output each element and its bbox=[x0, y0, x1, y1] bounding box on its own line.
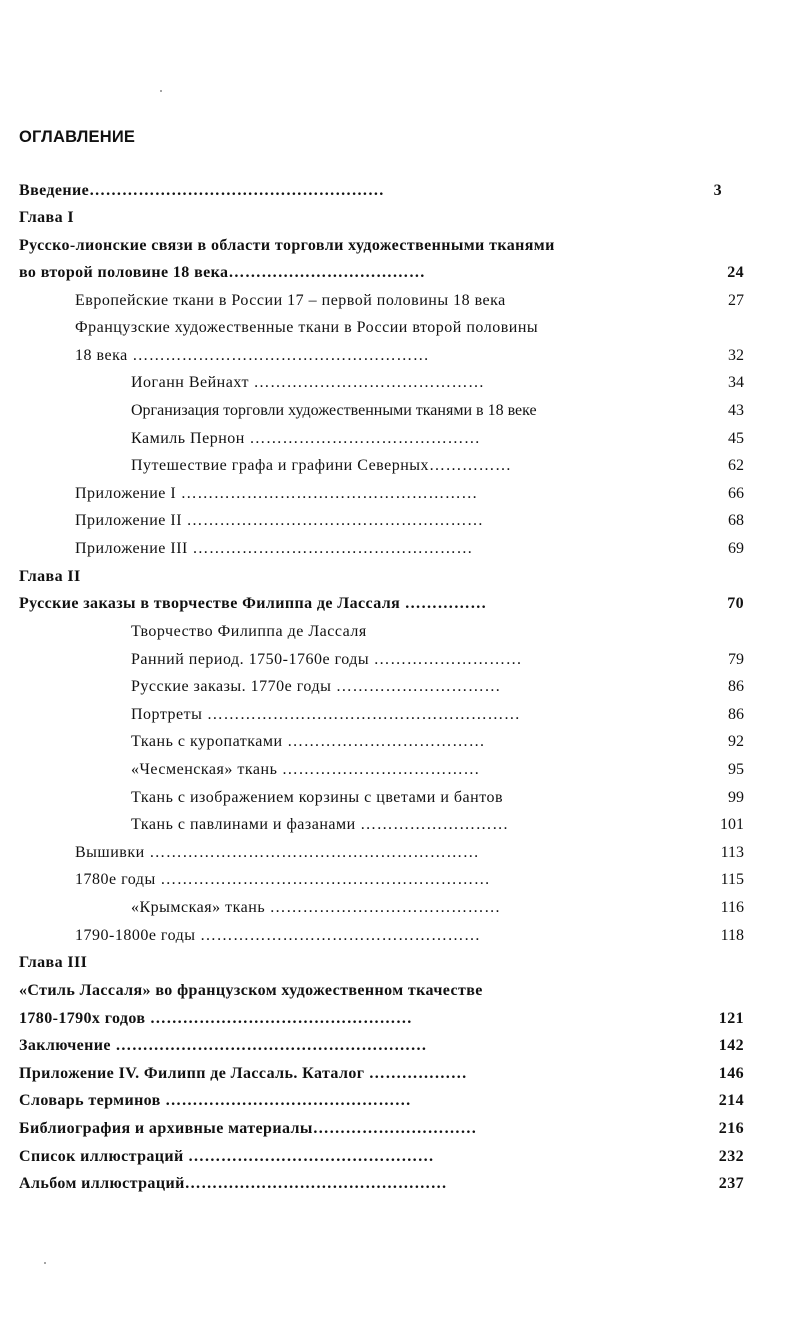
toc-entry[interactable] bbox=[0, 483, 794, 510]
toc-chapter-label bbox=[0, 952, 794, 979]
toc-entry-title: Организация торговли художественными тканями в 18 веке bbox=[131, 402, 537, 419]
toc-entry[interactable] bbox=[0, 649, 794, 676]
toc-entry-page: 27 bbox=[728, 292, 744, 309]
toc-entry-page: 116 bbox=[720, 899, 744, 916]
toc-entry-title: Словарь терминов ……………………………………… bbox=[19, 1092, 412, 1109]
toc-entry[interactable] bbox=[0, 1035, 794, 1062]
toc-entry-page: 66 bbox=[728, 485, 744, 502]
toc-entry-title: Глава II bbox=[19, 568, 81, 585]
toc-entry[interactable] bbox=[0, 731, 794, 758]
toc-entry[interactable] bbox=[0, 180, 794, 207]
toc-entry-title: Заключение ………………………………………………… bbox=[19, 1037, 427, 1054]
toc-entry-title: Иоганн Вейнахт …………………………………… bbox=[131, 374, 485, 391]
scan-speck bbox=[44, 1262, 46, 1264]
toc-entry-title: Приложение I ……………………………………………… bbox=[75, 485, 478, 502]
toc-entry[interactable] bbox=[0, 869, 794, 896]
toc-entry-page: 24 bbox=[727, 264, 744, 281]
toc-entry-title: Список иллюстраций ……………………………………… bbox=[19, 1148, 435, 1165]
toc-entry-title: Ранний период. 1750-1760е годы ……………………… bbox=[131, 651, 523, 668]
toc-entry[interactable] bbox=[0, 400, 794, 427]
toc-entry-title: Приложение III …………………………………………… bbox=[75, 540, 473, 557]
toc-entry-title: Путешествие графа и графини Северных…………… bbox=[131, 457, 512, 474]
toc-entry-page: 232 bbox=[718, 1148, 744, 1165]
toc-entry-title: Французские художественные ткани в России второй половины bbox=[75, 319, 539, 336]
toc-entry[interactable] bbox=[0, 621, 794, 648]
toc-entry[interactable] bbox=[0, 317, 794, 344]
toc-entry-title: 1780-1790х годов ………………………………………… bbox=[19, 1010, 413, 1027]
toc-entry-title: Альбом иллюстраций………………………………………… bbox=[19, 1175, 448, 1192]
toc-entry-title: Русские заказы. 1770е годы ………………………… bbox=[131, 678, 501, 695]
toc-entry-page: 237 bbox=[718, 1175, 744, 1192]
toc-entry-page: 62 bbox=[728, 457, 744, 474]
toc-entry-page: 214 bbox=[718, 1092, 744, 1109]
toc-entry-page: 69 bbox=[728, 540, 744, 557]
toc-entry-title: «Чесменская» ткань ……………………………… bbox=[131, 761, 480, 778]
toc-entry-page: 86 bbox=[728, 706, 744, 723]
toc-entry[interactable] bbox=[0, 676, 794, 703]
toc-entry-page: 115 bbox=[720, 871, 744, 888]
toc-entry-title: Русские заказы в творчестве Филиппа де Лассаля …………… bbox=[19, 595, 487, 612]
toc-entry[interactable] bbox=[0, 1173, 794, 1200]
toc-entry-title: Приложение II ……………………………………………… bbox=[75, 512, 484, 529]
toc-entry-page: 43 bbox=[728, 402, 744, 419]
toc-entry[interactable] bbox=[0, 759, 794, 786]
toc-entry-title: Библиография и архивные материалы………………………… bbox=[19, 1120, 477, 1137]
toc-entry-title: Ткань с изображением корзины с цветами и бантов bbox=[131, 789, 504, 806]
toc-entry[interactable] bbox=[0, 814, 794, 841]
toc-entry[interactable] bbox=[0, 1146, 794, 1173]
toc-entry[interactable] bbox=[0, 704, 794, 731]
toc-entry[interactable] bbox=[0, 538, 794, 565]
toc-entry-page: 101 bbox=[720, 816, 744, 833]
toc-entry-title: Глава I bbox=[19, 209, 75, 226]
scan-speck bbox=[160, 90, 162, 92]
toc-entry-page: 95 bbox=[728, 761, 744, 778]
toc-heading: ОГЛАВЛЕНИЕ bbox=[19, 128, 136, 146]
toc-entry-title: 18 века ……………………………………………… bbox=[75, 347, 430, 364]
toc-entry-page: 118 bbox=[720, 927, 744, 944]
toc-entry[interactable] bbox=[0, 1008, 794, 1035]
toc-entry-title: Ткань с куропатками ……………………………… bbox=[131, 733, 486, 750]
toc-entry-page: 121 bbox=[718, 1010, 744, 1027]
toc-entry[interactable] bbox=[0, 1063, 794, 1090]
toc-entry-title: 1790-1800е годы …………………………………………… bbox=[75, 927, 481, 944]
toc-entry-title: «Стиль Лассаля» во французском художественном ткачестве bbox=[19, 982, 483, 999]
toc-entry-title: Вышивки …………………………………………………… bbox=[75, 844, 480, 861]
toc-entry[interactable] bbox=[0, 345, 794, 372]
toc-entry-title: 1780е годы …………………………………………………… bbox=[75, 871, 491, 888]
toc-entry[interactable] bbox=[0, 428, 794, 455]
toc-entry-page: 99 bbox=[728, 789, 744, 806]
toc-entry-page: 79 bbox=[728, 651, 744, 668]
toc-entry-page: 32 bbox=[728, 347, 744, 364]
toc-entry-title: Камиль Пернон …………………………………… bbox=[131, 430, 481, 447]
toc-entry[interactable] bbox=[0, 510, 794, 537]
toc-entry-title: Ткань с павлинами и фазанами ……………………… bbox=[131, 816, 509, 833]
toc-entry-title: Глава III bbox=[19, 954, 88, 971]
toc-chapter-label bbox=[0, 566, 794, 593]
toc-entry-title: Портреты ………………………………………………… bbox=[131, 706, 521, 723]
toc-entry-title: Введение……………………………………………… bbox=[19, 182, 385, 199]
toc-entry-title: Творчество Филиппа де Лассаля bbox=[131, 623, 367, 640]
toc-entry-page: 34 bbox=[728, 374, 744, 391]
toc-entry-page: 92 bbox=[728, 733, 744, 750]
toc-entry[interactable] bbox=[0, 1090, 794, 1117]
toc-entry-page: 146 bbox=[718, 1065, 744, 1082]
toc-entry-page: 113 bbox=[720, 844, 744, 861]
toc-entry[interactable] bbox=[0, 1118, 794, 1145]
toc-entry-page: 70 bbox=[727, 595, 744, 612]
toc-entry[interactable] bbox=[0, 787, 794, 814]
toc-entry[interactable] bbox=[0, 980, 794, 1007]
toc-entry-title: «Крымская» ткань …………………………………… bbox=[131, 899, 501, 916]
toc-chapter-label bbox=[0, 207, 794, 234]
toc-entry-page: 68 bbox=[728, 512, 744, 529]
toc-entry-title: Приложение IV. Филипп де Лассаль. Каталог ……………… bbox=[19, 1065, 468, 1082]
toc-entry-page: 142 bbox=[718, 1037, 744, 1054]
toc-entry-page: 3 bbox=[713, 182, 722, 199]
toc-entry[interactable] bbox=[0, 372, 794, 399]
toc-entry-title: Русско-лионские связи в области торговли художественными тканями bbox=[19, 237, 555, 254]
toc-entry-title: во второй половине 18 века……………………………… bbox=[19, 264, 426, 281]
toc-entry-title: Европейские ткани в России 17 – первой половины 18 века bbox=[75, 292, 506, 309]
toc-entry[interactable] bbox=[0, 593, 794, 620]
toc-entry-page: 45 bbox=[728, 430, 744, 447]
toc-entry[interactable] bbox=[0, 262, 794, 289]
toc-entry-page: 86 bbox=[728, 678, 744, 695]
toc-entry[interactable] bbox=[0, 925, 794, 952]
toc-entry[interactable] bbox=[0, 455, 794, 482]
toc-entry[interactable] bbox=[0, 235, 794, 262]
toc-entry[interactable] bbox=[0, 290, 794, 317]
toc-entry[interactable] bbox=[0, 897, 794, 924]
toc-entry-page: 216 bbox=[718, 1120, 744, 1137]
toc-entry[interactable] bbox=[0, 842, 794, 869]
